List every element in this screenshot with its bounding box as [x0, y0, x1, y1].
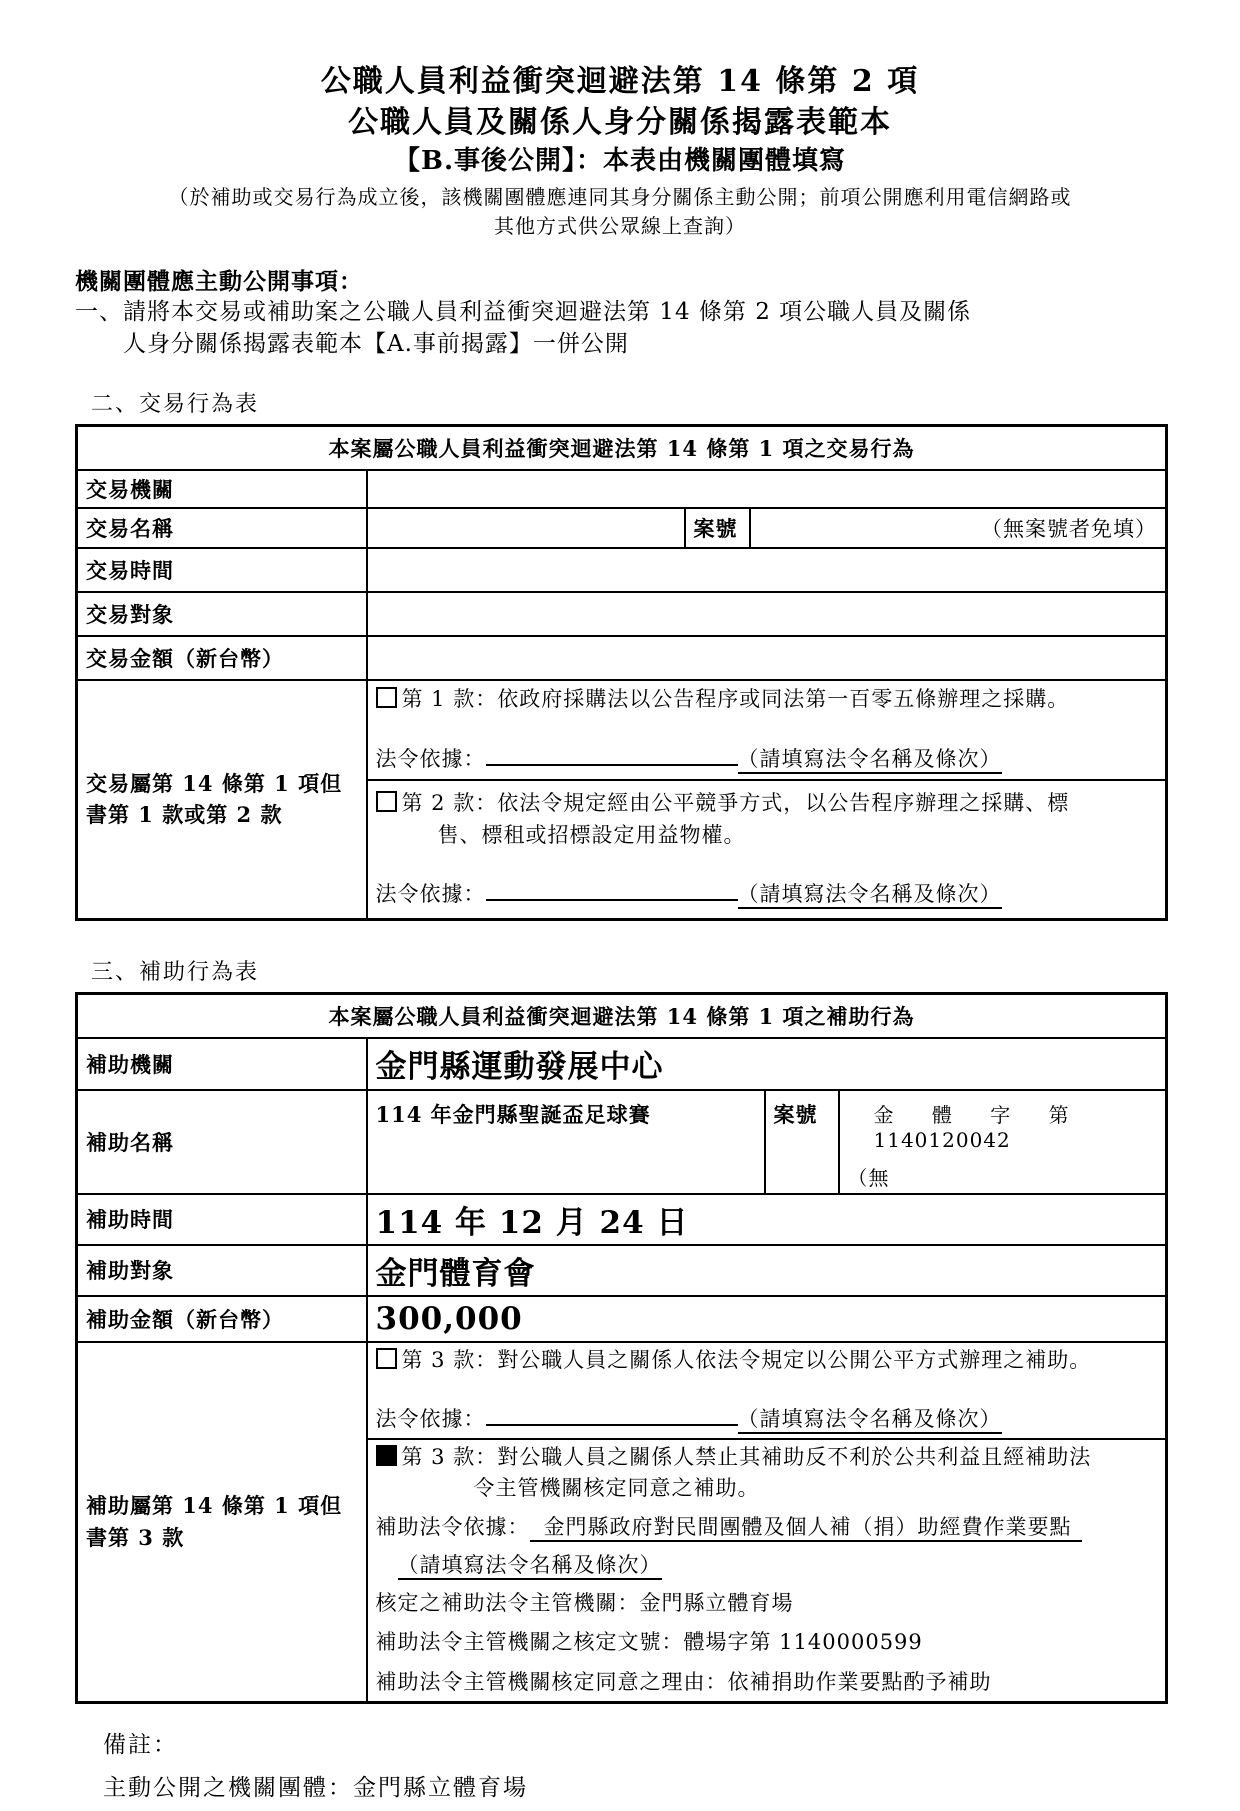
table-row	[77, 1038, 1167, 1090]
transaction-option-2-law-line: 法令依據： （請填寫法令名稱及條次）	[376, 879, 1158, 911]
transaction-target-value	[367, 592, 1167, 636]
table-row	[77, 508, 1167, 548]
subsidy-table	[75, 992, 1168, 1704]
notice-item-1	[75, 296, 1165, 361]
table-row	[77, 1296, 1167, 1342]
subsidy-amount-label: 補助金額（新台幣）	[77, 1296, 367, 1342]
subsidy-reason-line: 補助法令主管機關核定同意之理由：依補捐助作業要點酌予補助	[375, 1669, 992, 1694]
table-row	[77, 1342, 1167, 1439]
checkbox-unchecked-icon	[376, 1348, 397, 1369]
subsidy-case-number: 金 體 字 第 1140120042	[873, 1102, 1070, 1152]
transaction-target-label: 交易對象	[77, 592, 367, 636]
subsidy-time-value: 114 年 12 月 24 日	[367, 1194, 1167, 1245]
transaction-organ-value	[367, 470, 1167, 508]
section-heading-subsidy: 三、補助行為表	[91, 960, 260, 985]
checkbox-unchecked-icon	[376, 791, 397, 812]
subtitle-note-line2: 其他方式供公眾線上查詢）	[494, 213, 746, 238]
subsidy-option-1	[367, 1342, 1167, 1439]
subsidy-case-number-continued: （無	[847, 1165, 890, 1190]
checkbox-checked-icon	[376, 1445, 397, 1466]
subsidy-organ-value: 金門縣運動發展中心	[367, 1038, 1167, 1090]
note-label: 備註：	[103, 1731, 178, 1758]
law-blank-field	[486, 880, 738, 901]
publisher-line: 主動公開之機關團體：金門縣立體育場	[103, 1775, 528, 1802]
notice-item-text: 請將本交易或補助案之公職人員利益衝突迴避法第 14 條第 2 項公職人員及關係 人身分關係揭露表範本【A.事前揭露】一併公開	[123, 298, 972, 358]
transaction-option-2-line2: 售、標租或招標設定用益物權。	[437, 822, 746, 847]
table-row	[77, 1245, 1167, 1296]
transaction-time-label: 交易時間	[77, 548, 367, 592]
table-row	[77, 426, 1167, 470]
section-heading-transaction: 二、交易行為表	[91, 392, 260, 417]
subsidy-law-hint: （請填寫法令名稱及條次）	[398, 1550, 1158, 1582]
subsidy-option-2	[367, 1439, 1167, 1703]
transaction-option-1-line: 第 1 款：依政府採購法以公告程序或同法第一百零五條辦理之採購。	[376, 684, 1158, 716]
table-row	[77, 994, 1167, 1038]
transaction-name-value	[367, 508, 685, 548]
subsidy-law-basis-value: 金門縣政府對民間團體及個人補（捐）助經費作業要點	[530, 1515, 1082, 1542]
transaction-option-2	[367, 780, 1167, 920]
transaction-case-label: 案號	[685, 508, 750, 548]
transaction-amount-label: 交易金額（新台幣）	[77, 636, 367, 680]
law-blank-field	[486, 745, 738, 766]
transaction-option-1-law-line: 法令依據： （請填寫法令名稱及條次）	[376, 744, 1158, 776]
subsidy-clause-label: 補助屬第 14 條第 1 項但書第 3 款	[77, 1342, 367, 1703]
table-row	[77, 470, 1167, 508]
table-row	[77, 1194, 1167, 1245]
subsidy-time-label: 補助時間	[77, 1194, 367, 1245]
subsidy-name-value: 114 年金門縣聖誕盃足球賽	[367, 1090, 765, 1194]
checkbox-unchecked-icon	[376, 687, 397, 708]
transaction-option-1	[367, 680, 1167, 780]
subsidy-target-value: 金門體育會	[367, 1245, 1167, 1296]
page-title-line2: 公職人員及關係人身分關係揭露表範本	[348, 104, 892, 140]
subsidy-law-basis-line: 補助法令依據： 金門縣政府對民間團體及個人補（捐）助經費作業要點	[376, 1511, 1158, 1544]
transaction-clause-label: 交易屬第 14 條第 1 項但書第 1 款或第 2 款	[77, 680, 367, 920]
subsidy-name-label: 補助名稱	[77, 1090, 367, 1194]
table-row	[77, 548, 1167, 592]
subsidy-option-1-line: 第 3 款：對公職人員之關係人依法令規定以公開公平方式辦理之補助。	[376, 1345, 1158, 1377]
page-title-line1: 公職人員利益衝突迴避法第 14 條第 2 項	[320, 64, 920, 99]
notice-heading: 機關團體應主動公開事項：	[75, 267, 363, 295]
law-blank-field	[486, 1405, 738, 1426]
subsidy-option-2-line1: 第 3 款：對公職人員之關係人禁止其補助反不利於公共利益且經補助法	[376, 1442, 1158, 1474]
transaction-table-title: 本案屬公職人員利益衝突迴避法第 14 條第 1 項之交易行為	[77, 426, 1167, 470]
subtitle-note-line1: （於補助或交易行為成立後，該機關團體應連同其身分關係主動公開；前項公開應利用電信網路或	[168, 184, 1072, 209]
subsidy-option-2-line2: 令主管機關核定同意之補助。	[473, 1476, 760, 1500]
subsidy-authority-line: 核定之補助法令主管機關：金門縣立體育場	[375, 1591, 794, 1616]
subsidy-organ-label: 補助機關	[77, 1038, 367, 1090]
subsidy-case-value	[839, 1090, 1167, 1194]
notice-item-number: 一、	[75, 298, 123, 325]
subsidy-doc-number-line: 補助法令主管機關之核定文號：體場字第 1140000599	[375, 1630, 923, 1655]
subtitle-note	[75, 183, 1165, 241]
transaction-time-value	[367, 548, 1167, 592]
subsidy-case-label: 案號	[765, 1090, 839, 1194]
footer	[103, 1724, 1165, 1811]
table-row	[77, 636, 1167, 680]
subsidy-option-1-law-line: 法令依據： （請填寫法令名稱及條次）	[376, 1404, 1158, 1436]
table-row	[77, 680, 1167, 780]
subsidy-amount-value: 300,000	[367, 1296, 1167, 1342]
table-row	[77, 592, 1167, 636]
transaction-name-label: 交易名稱	[77, 508, 367, 548]
page-title-line3: 【B.事後公開】：本表由機關團體填寫	[393, 146, 847, 176]
transaction-table	[75, 424, 1168, 921]
transaction-option-2-line1: 第 2 款：依法令規定經由公平競爭方式，以公告程序辦理之採購、標	[376, 788, 1158, 820]
transaction-case-note: （無案號者免填）	[750, 508, 1167, 548]
table-row	[77, 1090, 1167, 1194]
subsidy-target-label: 補助對象	[77, 1245, 367, 1296]
transaction-amount-value	[367, 636, 1167, 680]
subsidy-table-title: 本案屬公職人員利益衝突迴避法第 14 條第 1 項之補助行為	[77, 994, 1167, 1038]
transaction-organ-label: 交易機關	[77, 470, 367, 508]
